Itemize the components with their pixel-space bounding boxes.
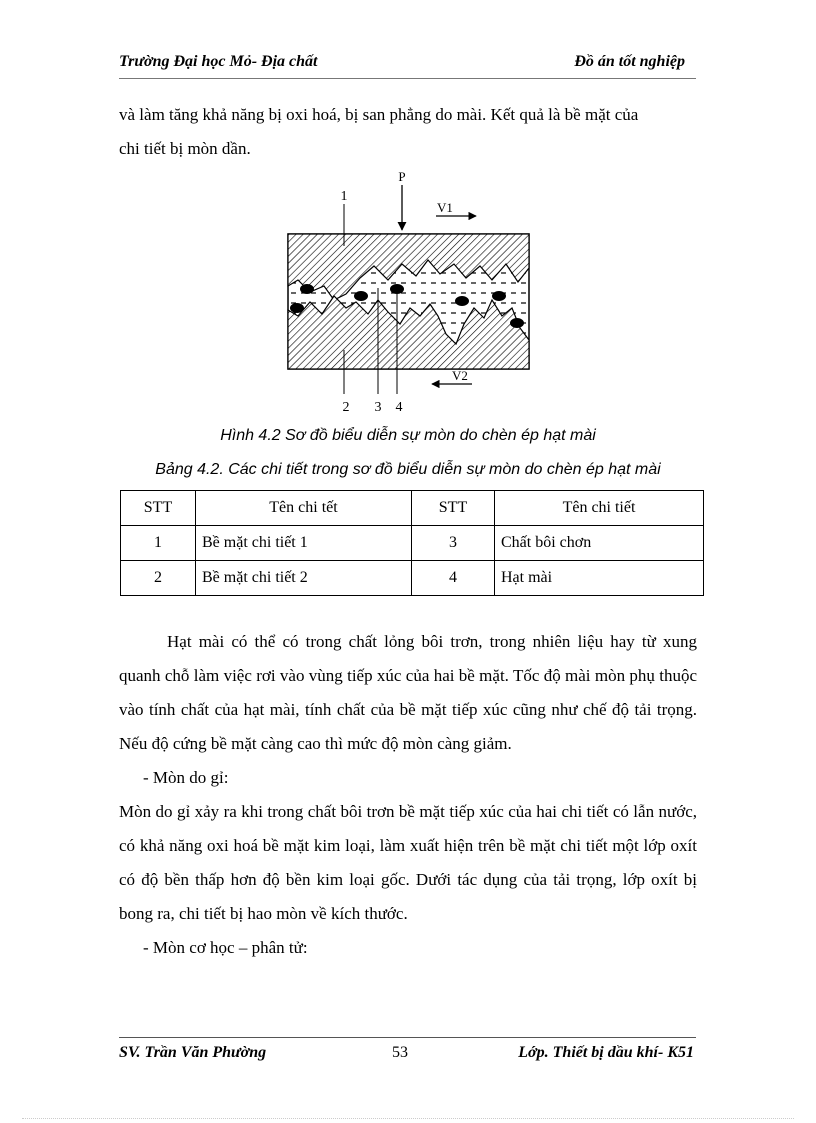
section-heading-rust-wear: - Mòn do gỉ: (143, 768, 229, 787)
paragraph-rust-wear: Mòn do gỉ xảy ra khi trong chất bôi trơn bề mặt tiếp xúc của hai chi tiết có lẫn nước, có khả năng oxi hoá bề mặt kim loại, làm xuất hiện trên bề mặt chi tiết một lớp oxít có độ bền thấp hơn độ bền kim loại gốc. Dưới tác dụng của tải trọng, lớp oxít bị bong ra, chi tiết bị hao mòn về kích thước. (119, 802, 697, 923)
paragraph-abrasive-particles: Hạt mài có thể có trong chất lỏng bôi trơn, trong nhiên liệu hay từ xung quanh chỗ làm việc rơi vào vùng tiếp xúc của hai bề mặt. Tốc độ mài mòn phụ thuộc vào tính chất của hạt mài, tính chất của bề mặt tiếp xúc cũng như chế độ tải trọng. Nếu độ cứng bề mặt càng cao thì mức độ mòn càng giảm. (119, 632, 697, 753)
table-cell: Bề mặt chi tiết 1 (196, 526, 412, 561)
table-cell: 4 (412, 561, 495, 596)
body-text (119, 625, 697, 965)
header-university: Trường Đại học Mỏ- Địa chất (119, 53, 318, 70)
section-heading-mechanical-molecular-wear: - Mòn cơ học – phân tử: (143, 938, 308, 957)
table-row (121, 561, 704, 596)
figure-caption: Hình 4.2 Sơ đồ biểu diễn sự mòn do chèn ép hạt mài (220, 427, 596, 444)
abrasive-particle (300, 284, 314, 294)
table-header-cell: STT (121, 491, 196, 526)
table-caption: Bảng 4.2. Các chi tiết trong sơ đồ biểu diễn sự mòn do chèn ép hạt mài (155, 461, 661, 478)
v1-label: V1 (437, 200, 453, 215)
part-number-2: 2 (342, 400, 350, 415)
footer-student-name: SV. Trần Văn Phường (119, 1044, 267, 1061)
part-number-3: 3 (374, 400, 382, 415)
table-cell: 3 (412, 526, 495, 561)
table-cell: Chất bôi chơn (495, 526, 704, 561)
table-header-row (121, 491, 704, 526)
table-cell: Bề mặt chi tiết 2 (196, 561, 412, 596)
header-document-type: Đồ án tốt nghiệp (574, 53, 685, 70)
footer-rule (119, 1037, 696, 1038)
page-number: 53 (392, 1044, 408, 1061)
table-row (121, 526, 704, 561)
v2-label: V2 (452, 368, 468, 383)
abrasive-particle (290, 303, 304, 313)
parts-table (120, 490, 704, 596)
part-number-4: 4 (395, 400, 403, 415)
abrasive-particle (354, 291, 368, 301)
table-cell: 2 (121, 561, 196, 596)
footer-class-name: Lớp. Thiết bị dầu khí- K51 (518, 1044, 694, 1061)
intro-line-2: chi tiết bị mòn dần. (119, 139, 251, 158)
abrasive-particle (390, 284, 404, 294)
wear-diagram (270, 168, 560, 416)
part-number-1: 1 (340, 189, 348, 204)
table-cell: Hạt mài (495, 561, 704, 596)
table-header-cell: STT (412, 491, 495, 526)
table-header-cell: Tên chi tết (196, 491, 412, 526)
abrasive-particle (510, 318, 524, 328)
force-label: P (398, 169, 406, 184)
intro-paragraph (119, 98, 697, 166)
intro-line-1: và làm tăng khả năng bị oxi hoá, bị san phẳng do mài. Kết quả là bề mặt của (119, 105, 639, 124)
abrasive-particle (492, 291, 506, 301)
header-rule (119, 78, 696, 79)
abrasive-particle (455, 296, 469, 306)
page-edge-marker (22, 1118, 794, 1119)
table-cell: 1 (121, 526, 196, 561)
table-header-cell: Tên chi tiết (495, 491, 704, 526)
